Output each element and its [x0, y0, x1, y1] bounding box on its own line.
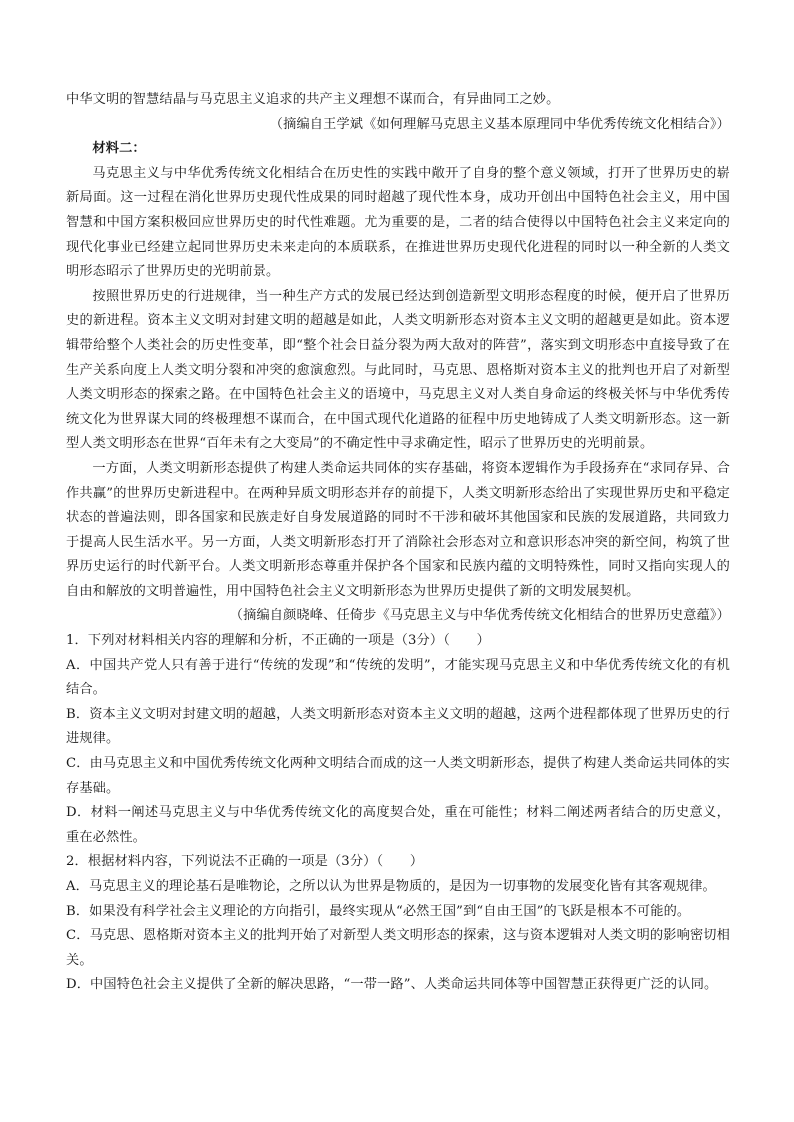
material2-paragraph-3: 一方面，人类文明新形态提供了构建人类命运共同体的实存基础，将资本逻辑作为手段扬弃在“求同存异、合作共赢”的世界历史新进程中。在两种异质文明形态并存的前提下，人类文明新形态给出了实现世界历史和平稳定状态的普遍法则，即各国家和民族走好自身发展道路的同时不干涉和破坏其他国家和民族的发展道路，共同致力于提高人民生活水平。另一方面，人类文明新形态打开了消除社会形态对立和意识形态冲突的新空间，构筑了世界历史运行的时代新平台。人类文明新形态尊重并保护各个国家和民族内蕴的文明特殊性，同时又指向实现人的自由和解放的文明普遍性，用中国特色社会主义文明新形态为世界历史提供了新的文明发展契机。	[66, 460, 730, 599]
material2-paragraph-2: 按照世界历史的行进规律，当一种生产方式的发展已经达到创造新型文明形态程度的时候，便开启了世界历史的新进程。资本主义文明对封建文明的超越是如此，人类文明新形态对资本主义文明的超越更是如此。资本逻辑带给整个人类社会的历史性变革，即“整个社会日益分裂为两大敌对的阵营”，落实到文明形态中直接导致了在生产关系向度上人类文明分裂和冲突的愈演愈烈。与此同时，马克思、恩格斯对资本主义的批判也开启了对新型人类文明形态的探索之路。在中国特色社会主义的语境中，马克思主义对人类自身命运的终极关怀与中华优秀传统文化为世界谋大同的终极理想不谋而合，在中国式现代化道路的征程中历史地铸成了人类文明新形态。这一新型人类文明形态在世界“百年未有之大变局”的不确定性中寻求确定性，昭示了世界历史的光明前景。	[66, 288, 730, 452]
document-page	[66, 88, 730, 998]
material2-source: （摘编自颜晓峰、任倚步《马克思主义与中华优秀传统文化相结合的世界历史意蕴》）	[229, 608, 730, 624]
material1-source: （摘编自王学斌《如何理解马克思主义基本原理同中华优秀传统文化相结合》）	[269, 116, 730, 132]
material2-paragraph-1: 马克思主义与中华优秀传统文化相结合在历史性的实践中敞开了自身的整个意义领域，打开了世界历史的崭新局面。这一过程在消化世界历史现代性成果的同时超越了现代性本身，成功开创出中国特色社会主义，用中国智慧和中国方案积极回应世界历史的时代性难题。尤为重要的是，二者的结合使得以中国特色社会主义来定向的现代化事业已经建立起同世界历史未来走向的本质联系，在推进世界历史现代化进程的同时以一种全新的人类文明形态昭示了世界历史的光明前景。	[66, 165, 730, 280]
material1-tail: 中华文明的智慧结晶与马克思主义追求的共产主义理想不谋而合，有异曲同工之妙。	[66, 92, 560, 107]
question-1-option-a: A．中国共产党人只有善于进行“传统的发现”和“传统的发明”，才能实现马克思主义和中华优秀传统文化的有机结合。	[66, 657, 730, 698]
material2-heading: 材料二：	[92, 141, 146, 157]
question-1-stem: 1．下列对材料相关内容的理解和分析，不正确的一项是（3分）（ ）	[66, 633, 490, 649]
question-1-option-d: D．材料一阐述马克思主义与中华优秀传统文化的高度契合处，重在可能性；材料二阐述两者结合的历史意义，重在必然性。	[66, 805, 730, 845]
question-1-option-c: C．由马克思主义和中国优秀传统文化两种文明结合而成的这一人类文明新形态，提供了构建人类命运共同体的实存基础。	[66, 756, 730, 796]
question-2-option-d: D．中国特色社会主义提供了全新的解决思路，“一带一路”、人类命运共同体等中国智慧正获得更广泛的认同。	[66, 977, 718, 993]
question-2-option-a: A．马克思主义的理论基石是唯物论，之所以认为世界是物质的，是因为一切事物的发展变化皆有其客观规律。	[66, 879, 716, 894]
question-2-option-b: B．如果没有科学社会主义理论的方向指引，最终实现从“必然王国”到“自由王国”的飞跃是根本不可能的。	[66, 903, 691, 919]
question-1-option-b: B．资本主义文明对封建文明的超越，人类文明新形态对资本主义文明的超越，这两个进程都体现了世界历史的行进规律。	[66, 706, 730, 747]
question-2-option-c: C．马克思、恩格斯对资本主义的批判开始了对新型人类文明形态的探索，这与资本逻辑对人类文明的影响密切相关。	[66, 928, 730, 968]
question-2-stem: 2．根据材料内容，下列说法不正确的一项是（3分）（ ）	[66, 854, 424, 870]
question-2	[66, 850, 730, 998]
question-1	[66, 629, 730, 850]
